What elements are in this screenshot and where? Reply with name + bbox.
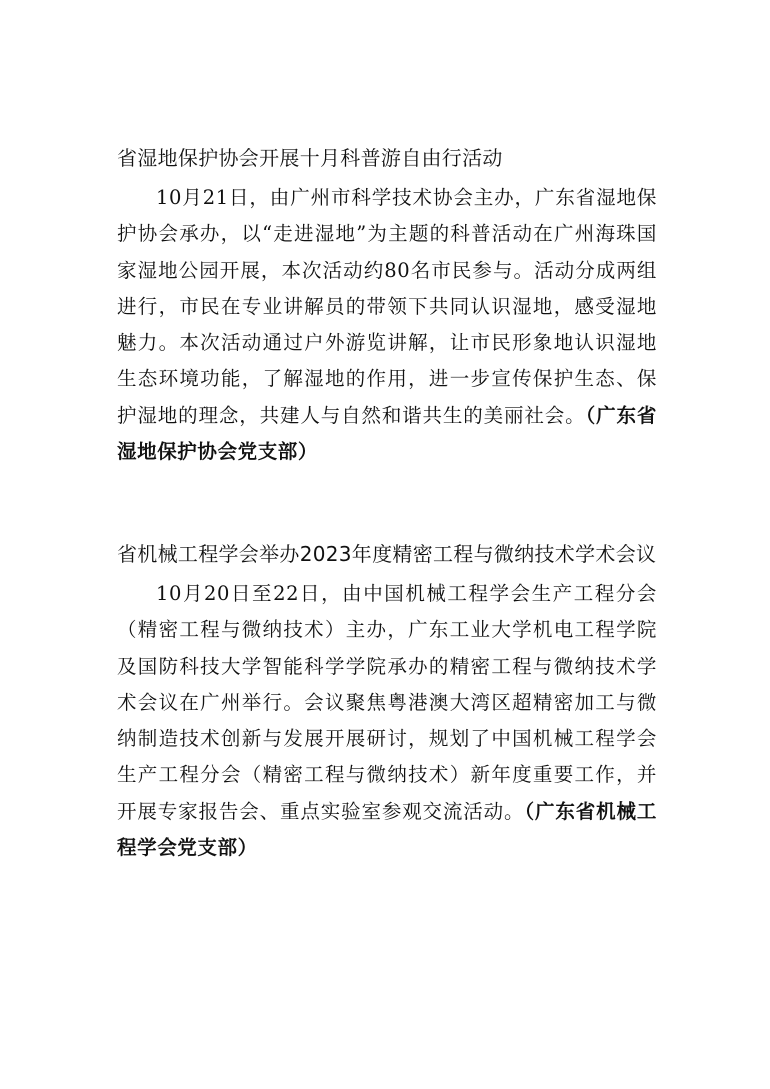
news-item-wetland xyxy=(117,140,657,470)
news-body xyxy=(117,576,657,866)
news-headline: 省湿地保护协会开展十月科普游自由行活动 xyxy=(117,146,503,170)
news-body-text: 10月21日，由广州市科学技术协会主办，广东省湿地保护协会承办，以“走进湿地”为主题的科普活动在广州海珠国家湿地公园开展，本次活动约80名市民参与。活动分成两组进行，市民在专业讲解员的带领下共同认识湿地，感受湿地魅力。本次活动通过户外游览讲解，让市民形象地认识湿地生态环境功能，了解湿地的作用，进一步宣传保护生态、保护湿地的理念，共建人与自然和谐共生的美丽社会。 xyxy=(117,186,657,427)
news-headline: 省机械工程学会举办2023年度精密工程与微纳技术学术会议 xyxy=(117,542,657,566)
news-item-mechanical xyxy=(117,536,657,866)
news-source: （广东省湿地保护协会党支部） xyxy=(117,403,657,464)
news-body-text: 10月20日至22日，由中国机械工程学会生产工程分会（精密工程与微纳技术）主办，广东工业大学机电工程学院及国防科技大学智能科学学院承办的精密工程与微纳技术学术会议在广州举行。会议聚焦粤港澳大湾区超精密加工与微纳制造技术创新与发展开展研讨，规划了中国机械工程学会生产工程分会（精密工程与微纳技术）新年度重要工作，并开展专家报告会、重点实验室参观交流活动。 xyxy=(117,582,657,823)
news-source: （广东省机械工程学会党支部） xyxy=(117,799,657,860)
news-body xyxy=(117,180,657,470)
